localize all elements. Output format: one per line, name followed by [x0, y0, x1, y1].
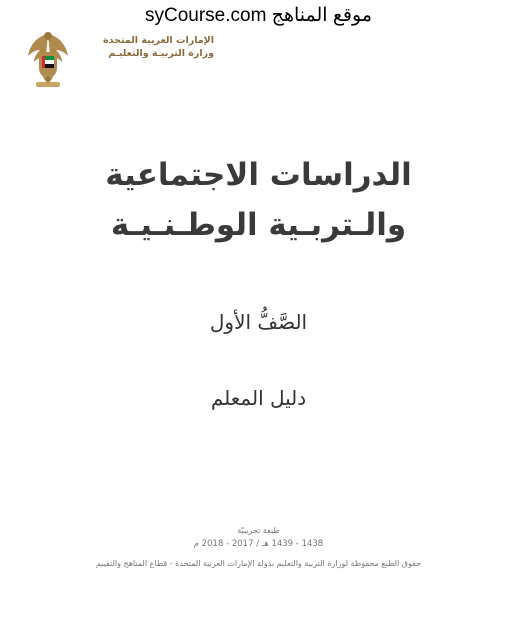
ministry-name-line2: وزارة التربيـة والتعليـم — [108, 48, 214, 59]
book-title-line1: الدراسات الاجتماعية — [105, 157, 412, 193]
copyright-notice: حقوق الطبع محفوظة لوزارة التربية والتعليم بدولة الإمارات العربية المتحدة - قطاع المناهج والتقييم — [95, 559, 422, 568]
academic-years: 1438 - 1439 هـ / 2017 - 2018 م — [193, 539, 324, 549]
grade-label: الصَّفُّ الأول — [209, 310, 308, 334]
site-banner: موقع المناهج syCourse.com — [144, 5, 373, 26]
ministry-name — [84, 34, 214, 60]
uae-eagle-emblem-icon — [24, 26, 72, 90]
teacher-guide-label: دليل المعلم — [210, 386, 307, 410]
book-title-line2: والـتربـية الوطـنـيـة — [110, 207, 407, 243]
book-title — [0, 150, 517, 250]
ministry-header — [24, 26, 214, 90]
edition-label: طبعة تجريبيّة — [237, 526, 280, 535]
cover-footer — [0, 525, 517, 571]
ministry-name-line1: الإمارات العربية المتحدة — [103, 35, 214, 46]
